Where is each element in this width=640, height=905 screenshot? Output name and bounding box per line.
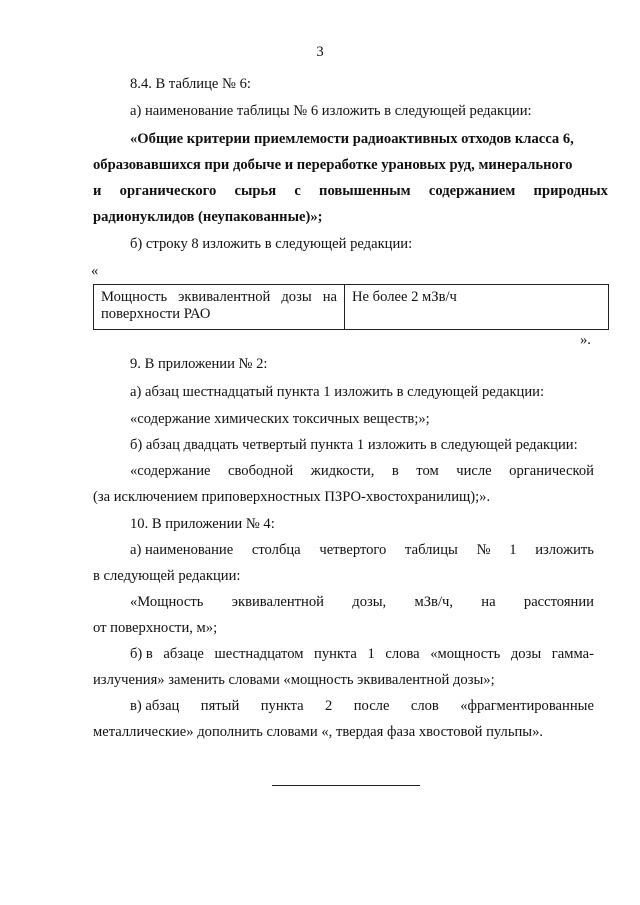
close-quote: ». — [580, 332, 591, 348]
word: 1 — [367, 646, 375, 662]
word: органического — [119, 183, 217, 199]
word: после — [353, 698, 390, 714]
word: том — [416, 463, 439, 479]
table-title-line-1: «Общие критерии приемлемости радиоактивных отходов класса 6, — [130, 131, 574, 147]
word: повышенным — [319, 183, 411, 199]
word: а) наименование — [130, 542, 234, 558]
word: природных — [533, 183, 608, 199]
section-10-heading: 10. В приложении № 4: — [130, 516, 275, 532]
word: слова — [385, 646, 420, 662]
word: слов — [410, 698, 439, 714]
section-10-item-a-line-2: в следующей редакции: — [93, 568, 241, 584]
section-10-item-a-line-1 — [130, 541, 594, 559]
table-title-line-4: радионуклидов (неупакованные)»; — [93, 209, 323, 225]
word: б) в — [130, 646, 153, 662]
word: жидкости, — [310, 463, 375, 479]
section-9-item-a: а) абзац шестнадцатый пункта 1 изложить в следующей редакции: — [130, 384, 545, 400]
word: 2 — [325, 698, 333, 714]
word: в) абзац — [130, 698, 180, 714]
table-cell-value: Не более 2 мЗв/ч — [345, 285, 609, 330]
section-8-4-heading: 8.4. В таблице № 6: — [130, 76, 251, 92]
word: дозы — [510, 646, 542, 662]
word: расстоянии — [523, 594, 594, 610]
word: числе — [456, 463, 492, 479]
section-10-item-c-line-1 — [130, 697, 594, 715]
word: «фрагментированные — [460, 698, 594, 714]
word: органической — [509, 463, 594, 479]
table-row — [94, 285, 609, 330]
amendment-table — [93, 284, 609, 330]
section-10-item-a-quote-line-2: от поверхности, м»; — [93, 620, 218, 636]
word: и — [93, 183, 102, 199]
section-9-item-b-quote-line-1 — [130, 462, 594, 480]
section-10-item-b-line-1 — [130, 645, 594, 663]
word: таблицы — [405, 542, 458, 558]
section-9-item-b-quote-line-2: (за исключением приповерхностных ПЗРО-хвостохранилищ);». — [93, 489, 491, 505]
word: дозы, — [352, 594, 387, 610]
word: пункта — [260, 698, 304, 714]
word: сырья — [234, 183, 277, 199]
section-8-4-item-a: а) наименование таблицы № 6 изложить в следующей редакции: — [130, 103, 532, 119]
section-9-heading: 9. В приложении № 2: — [130, 356, 268, 372]
word: четвертого — [319, 542, 387, 558]
word: с — [294, 183, 301, 199]
word: в — [391, 463, 399, 479]
section-10-item-b-line-2: излучения» заменить словами «мощность эквивалентной дозы»; — [93, 672, 495, 688]
word: пятый — [200, 698, 240, 714]
word: «мощность — [430, 646, 501, 662]
word: «Мощность — [130, 594, 204, 610]
open-quote: « — [91, 263, 99, 279]
word: на — [481, 594, 496, 610]
word: шестнадцатом — [214, 646, 304, 662]
word: мЗв/ч, — [414, 594, 453, 610]
word: столбца — [251, 542, 301, 558]
word: эквивалентной — [231, 594, 324, 610]
page-number: 3 — [316, 44, 324, 60]
section-9-item-b: б) абзац двадцать четвертый пункта 1 изложить в следующей редакции: — [130, 437, 578, 453]
end-divider — [272, 785, 420, 786]
section-9-item-a-quote: «содержание химических токсичных веществ;»; — [130, 411, 430, 427]
word: пункта — [314, 646, 357, 662]
table-title-line-2: образовавшихся при добыче и переработке урановых руд, минерального — [93, 157, 573, 173]
section-10-item-a-quote-line-1 — [130, 593, 594, 611]
section-8-4-item-b: б) строку 8 изложить в следующей редакции: — [130, 236, 413, 252]
word: абзаце — [163, 646, 204, 662]
table-title-line-3 — [93, 182, 608, 200]
word: свободной — [228, 463, 294, 479]
section-10-item-c-line-2: металлические» дополнить словами «, твердая фаза хвостовой пульпы». — [93, 724, 544, 740]
word: 1 — [509, 542, 517, 558]
word: содержанием — [428, 183, 516, 199]
word: гамма- — [551, 646, 594, 662]
word: № — [476, 542, 491, 558]
word: «содержание — [130, 463, 211, 479]
table-cell-indicator: Мощность эквивалентной дозы на поверхности РАО — [94, 285, 345, 330]
word: изложить — [535, 542, 594, 558]
